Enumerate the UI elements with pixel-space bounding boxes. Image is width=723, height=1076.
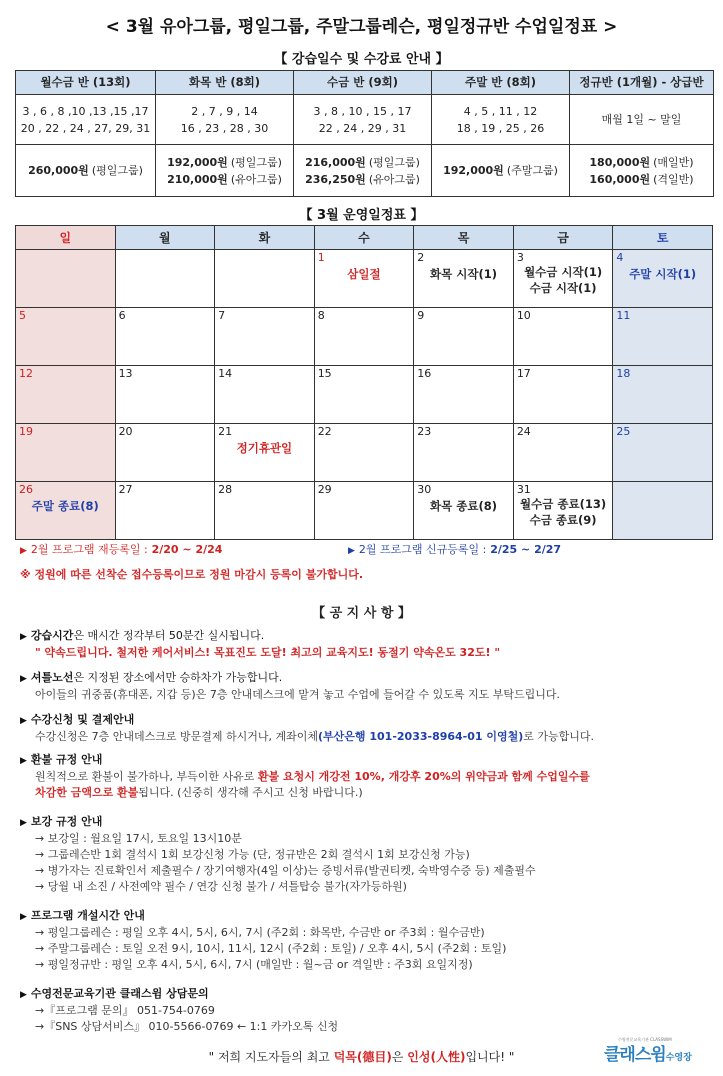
- notice-contact-head: 수영전문교육기관 클래스윔 상담문의: [30, 987, 209, 1000]
- fee-note: (주말그룹): [506, 164, 558, 177]
- notice-makeup: [20, 814, 710, 895]
- day-number: 12: [19, 367, 33, 380]
- fee-dates-cell: [294, 95, 432, 145]
- fee-dates-cell: [570, 95, 714, 145]
- day-number: 19: [19, 425, 33, 438]
- fee-price-line: [572, 171, 711, 188]
- day-number: 16: [417, 367, 432, 380]
- triangle-right-icon: ▶: [20, 912, 27, 922]
- fee-price-cell: [432, 145, 570, 197]
- fee-amount: 192,000원: [443, 164, 504, 177]
- calendar-day: [613, 250, 713, 308]
- calendar-day: [513, 250, 613, 308]
- calendar-event: 주말 종료(8): [31, 499, 99, 513]
- re-registration-dates: 2/20 ~ 2/24: [151, 543, 223, 556]
- notice-payment-text: 수강신청은 7층 안내데스크로 방문결제 하시거나, 계좌이체: [35, 730, 318, 743]
- footer-virtue: 덕목(德目): [333, 1050, 392, 1064]
- calendar-day: [414, 366, 514, 424]
- fee-price-cell: [570, 145, 714, 197]
- notice-shuttle-line: 아이들의 귀중품(휴대폰, 지갑 등)은 7층 안내데스크에 맡겨 놓고 수업에 들어갈 수 있도록 지도 부탁드립니다.: [35, 688, 560, 701]
- re-registration-line: [20, 541, 222, 557]
- day-number: 30: [417, 483, 432, 496]
- calendar-day: [215, 482, 315, 540]
- notice-schedule-head: 프로그램 개설시간 안내: [30, 909, 145, 922]
- notice-refund-emphasis-2: 차감한 금액으로 환불: [35, 786, 139, 799]
- notice-schedule-line: → 평일그룹레슨 : 평일 오후 4시, 5시, 6시, 7시 (주2회 : 화목반, 수금반 or 주3회 : 월수금반): [35, 926, 485, 939]
- notice-title: 【 공 지 사 항 】: [312, 606, 411, 621]
- weekday-header: 화: [215, 226, 315, 250]
- day-number: 4: [616, 251, 624, 264]
- calendar-day: [314, 308, 414, 366]
- day-number: 17: [516, 367, 531, 380]
- fee-amount: 260,000원: [28, 164, 89, 177]
- calendar-day: [613, 308, 713, 366]
- day-number: 2: [417, 251, 425, 264]
- fee-dates-line: 18 , 19 , 25 , 26: [456, 121, 545, 135]
- day-number: 25: [616, 425, 631, 438]
- fee-amount: 216,000원: [305, 155, 366, 169]
- fee-dates-line: 매월 1일 ~ 말일: [601, 113, 682, 126]
- triangle-right-icon: ▶: [20, 818, 27, 828]
- calendar-event: 화목 종료(8): [430, 499, 497, 513]
- fee-header: 정규반 (1개월) - 상급반: [570, 71, 714, 95]
- day-number: 10: [516, 309, 531, 322]
- day-number: 24: [516, 425, 531, 438]
- fee-note: (격일반): [653, 172, 694, 186]
- notice-refund-emphasis: 환불 요청시 개강전 10%, 개강후 20%의 위약금과 함께 수업일수를: [257, 770, 590, 783]
- registration-warning: ※ 정원에 따른 선착순 접수등록이므로 정원 마감시 등록이 불가합니다.: [20, 568, 364, 581]
- calendar-event: 월수금 종료(13): [520, 497, 607, 511]
- day-number: 22: [317, 425, 332, 438]
- day-number: 20: [118, 425, 133, 438]
- calendar-title: 【 3월 운영일정표 】: [299, 208, 424, 223]
- weekday-header: 금: [513, 226, 613, 250]
- fee-amount: 180,000원: [589, 155, 651, 169]
- notice-payment-head: 수강신청 및 결제안내: [30, 713, 135, 726]
- weekday-header: 목: [414, 226, 514, 250]
- triangle-right-icon: ▶: [20, 674, 27, 684]
- footer-text: 입니다! ": [465, 1050, 515, 1064]
- fee-dates-line: 20 , 22 , 24 , 27, 29, 31: [20, 121, 151, 135]
- fee-dates-cell: [432, 95, 570, 145]
- calendar-event: 화목 시작(1): [430, 267, 497, 281]
- day-number: 15: [317, 367, 332, 380]
- fee-price-line: [296, 154, 429, 171]
- calendar-day: [613, 424, 713, 482]
- fee-amount: 160,000원: [589, 172, 651, 186]
- notice-slogan: " 약속드립니다. 철저한 케어서비스! 목표진도 도달! 최고의 교육지도! 동절기 약속온도 32도! ": [35, 646, 501, 659]
- fee-amount: 236,250원: [305, 172, 366, 186]
- notice-payment: [20, 712, 710, 745]
- day-number: 21: [218, 425, 233, 438]
- calendar-table: [15, 225, 713, 540]
- notice-shuttle-head: 셔틀노선: [30, 671, 74, 684]
- calendar-day: [414, 308, 514, 366]
- triangle-right-icon: ▶: [20, 716, 27, 726]
- calendar-day: [115, 250, 215, 308]
- fee-price-line: [158, 154, 291, 171]
- notice-time-text: 은 매시간 정각부터 50분간 실시됩니다.: [73, 629, 265, 642]
- new-registration-line: [348, 541, 561, 557]
- day-number: 9: [417, 309, 425, 322]
- calendar-day: [215, 308, 315, 366]
- fee-section-title: 【 강습일수 및 수강료 안내 】: [274, 52, 449, 67]
- fee-dates-line: 4 , 5 , 11 , 12: [463, 104, 538, 118]
- notice-makeup-line: → 병가자는 진료확인서 제출필수 / 장기여행자(4일 이상)는 증빙서류(발권티켓, 숙박영수증 등) 제출필수: [35, 864, 536, 877]
- re-registration-label: 2월 프로그램 재등록일 :: [30, 543, 148, 556]
- triangle-right-icon: ▶: [20, 990, 27, 1000]
- fee-note: (유아그룹): [368, 172, 420, 186]
- calendar-day: [115, 482, 215, 540]
- fee-note: (평일그룹): [91, 164, 143, 177]
- calendar-day: [414, 250, 514, 308]
- notice-contact-line: →『프로그램 문의』 051-754-0769: [35, 1004, 215, 1017]
- notice-refund: [20, 752, 710, 801]
- calendar-event: 주말 시작(1): [629, 267, 697, 281]
- calendar-day: [513, 424, 613, 482]
- day-number: 13: [118, 367, 133, 380]
- calendar-day: [16, 308, 116, 366]
- notice-time: [20, 628, 710, 661]
- fee-dates-cell: [156, 95, 294, 145]
- footer-character: 인성(人性): [407, 1050, 466, 1064]
- day-number: 6: [118, 309, 126, 322]
- notice-makeup-head: 보강 규정 안내: [30, 815, 103, 828]
- fee-table: [15, 70, 714, 197]
- calendar-day: [215, 250, 315, 308]
- fee-amount: 192,000원: [167, 155, 228, 169]
- calendar-day: [215, 424, 315, 482]
- calendar-day: [314, 482, 414, 540]
- notice-schedule: [20, 908, 710, 973]
- calendar-day: [314, 424, 414, 482]
- notice-shuttle: [20, 670, 710, 703]
- calendar-event: 수금 시작(1): [529, 281, 597, 295]
- fee-dates-cell: [16, 95, 156, 145]
- calendar-day: [215, 366, 315, 424]
- day-number: 27: [118, 483, 133, 496]
- calendar-day: [16, 424, 116, 482]
- fee-header: 월수금 반 (13회): [16, 71, 156, 95]
- fee-dates-line: 2 , 7 , 9 , 14: [191, 104, 258, 118]
- fee-header: 수금 반 (9회): [294, 71, 432, 95]
- new-registration-label: 2월 프로그램 신규등록일 :: [358, 543, 487, 556]
- day-number: 18: [616, 367, 631, 380]
- calendar-day: [314, 250, 414, 308]
- day-number: 3: [516, 251, 524, 264]
- new-registration-dates: 2/25 ~ 2/27: [490, 543, 562, 556]
- calendar-day: [115, 308, 215, 366]
- day-number: 8: [317, 309, 325, 322]
- triangle-right-icon: ▶: [348, 546, 355, 556]
- logo-text: 클래스윔: [604, 1045, 666, 1065]
- day-number: 1: [317, 251, 325, 264]
- page-title: < 3월 유아그룹, 평일그룹, 주말그룹레슨, 평일정규반 수업일정표 >: [105, 17, 618, 37]
- day-number: 23: [417, 425, 432, 438]
- logo-tagline: 수영전문교육기관 CLASSWIM: [618, 1037, 672, 1042]
- fee-price-line: [18, 162, 153, 179]
- fee-dates-line: 16 , 23 , 28 , 30: [180, 121, 269, 135]
- fee-price-line: [572, 154, 711, 171]
- calendar-day: [613, 482, 713, 540]
- fee-price-cell: [156, 145, 294, 197]
- logo-sub: 수영장: [665, 1053, 692, 1063]
- classwim-logo: [604, 1037, 714, 1070]
- notice-refund-head: 환불 규정 안내: [30, 753, 103, 766]
- weekday-header: 일: [16, 226, 116, 250]
- day-number: 28: [218, 483, 233, 496]
- calendar-event: 월수금 시작(1): [524, 265, 603, 279]
- footer-text: " 저희 지도자들의 최고: [208, 1050, 334, 1064]
- notice-contact: [20, 986, 710, 1035]
- calendar-event: 수금 종료(9): [529, 513, 597, 527]
- fee-price-cell: [294, 145, 432, 197]
- calendar-event: 삼일절: [347, 267, 381, 281]
- fee-note: (유아그룹): [230, 172, 282, 186]
- weekday-header: 토: [613, 226, 713, 250]
- calendar-day: [115, 366, 215, 424]
- calendar-day: [513, 308, 613, 366]
- fee-note: (평일그룹): [230, 155, 282, 169]
- calendar-day: [414, 482, 514, 540]
- day-number: 26: [19, 483, 33, 496]
- notice-refund-text-2: 됩니다. (신중히 생각해 주시고 신청 바랍니다.): [138, 786, 363, 799]
- notice-makeup-line: → 그룹레슨반 1회 결석시 1회 보강신청 가능 (단, 정규반은 2회 결석시 1회 보강신청 가능): [35, 848, 470, 861]
- calendar-event: 정기휴관일: [236, 441, 293, 455]
- fee-note: (매일반): [653, 155, 694, 169]
- triangle-right-icon: ▶: [20, 632, 27, 642]
- calendar-day: [16, 250, 116, 308]
- weekday-header: 수: [314, 226, 414, 250]
- notice-time-head: 강습시간: [30, 629, 74, 642]
- calendar-day: [16, 482, 116, 540]
- fee-price-line: [296, 171, 429, 188]
- notice-schedule-line: → 주말그룹레슨 : 토일 오전 9시, 10시, 11시, 12시 (주2회 : 토일) / 오후 4시, 5시 (주2회 : 토일): [35, 942, 507, 955]
- fee-dates-line: 3 , 6 , 8 ,10 ,13 ,15 ,17: [22, 104, 149, 118]
- fee-amount: 210,000원: [167, 172, 228, 186]
- calendar-day: [613, 366, 713, 424]
- day-number: 11: [616, 309, 631, 322]
- notice-makeup-line: → 당월 내 소진 / 사전예약 필수 / 연강 신청 불가 / 셔틀탑승 불가(자가등하원): [35, 880, 407, 893]
- calendar-day: [414, 424, 514, 482]
- weekday-header: 월: [115, 226, 215, 250]
- notice-shuttle-text: 은 지정된 장소에서만 승하차가 가능합니다.: [73, 671, 283, 684]
- calendar-day: [513, 482, 613, 540]
- triangle-right-icon: ▶: [20, 756, 27, 766]
- notice-refund-text: 원칙적으로 환불이 불가하나, 부득이한 사유로: [35, 770, 258, 783]
- day-number: 5: [19, 309, 26, 322]
- fee-dates-line: 22 , 24 , 29 , 31: [318, 121, 407, 135]
- notice-payment-text-end: 로 가능합니다.: [523, 730, 595, 743]
- footer-text: 은: [391, 1050, 408, 1064]
- bank-account: (부산은행 101-2033-8964-01 이영철): [318, 730, 524, 743]
- fee-price-line: [434, 162, 567, 179]
- fee-price-cell: [16, 145, 156, 197]
- notice-makeup-line: → 보강일 : 월요일 17시, 토요일 13시10분: [35, 832, 242, 845]
- calendar-day: [314, 366, 414, 424]
- calendar-day: [115, 424, 215, 482]
- calendar-day: [513, 366, 613, 424]
- fee-header: 화목 반 (8회): [156, 71, 294, 95]
- day-number: 29: [317, 483, 332, 496]
- day-number: 31: [516, 483, 531, 496]
- notice-contact-line: →『SNS 상담서비스』 010-5566-0769 ← 1:1 카카오톡 신청: [35, 1020, 339, 1033]
- fee-header: 주말 반 (8회): [432, 71, 570, 95]
- calendar-day: [16, 366, 116, 424]
- fee-dates-line: 3 , 8 , 10 , 15 , 17: [313, 104, 412, 118]
- fee-price-line: [158, 171, 291, 188]
- fee-note: (평일그룹): [368, 155, 420, 169]
- day-number: 7: [218, 309, 226, 322]
- triangle-right-icon: ▶: [20, 546, 27, 556]
- day-number: 14: [218, 367, 233, 380]
- notice-schedule-line: → 평일정규반 : 평일 오후 4시, 5시, 6시, 7시 (매일반 : 월~금 or 격일반 : 주3회 요일지정): [35, 958, 473, 971]
